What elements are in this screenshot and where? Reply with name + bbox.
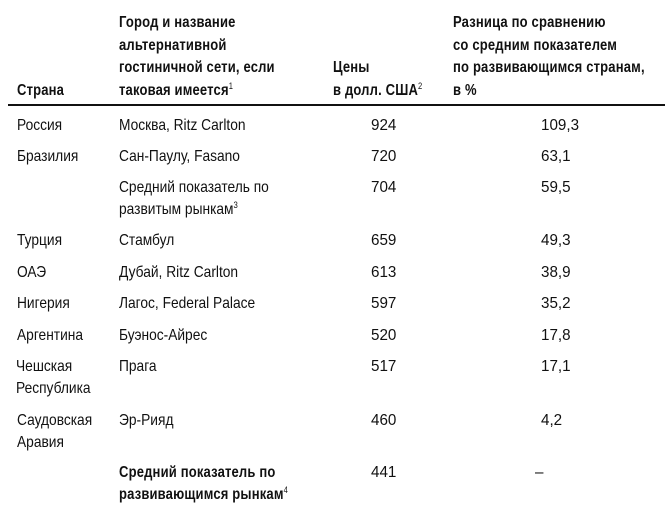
row-4-country <box>17 262 46 284</box>
row-6-country-text: Аргентина <box>17 327 84 344</box>
header-country-text: Страна <box>17 82 65 99</box>
row-3-country-text: Турция <box>17 232 63 249</box>
row-9-diff <box>535 462 543 484</box>
row-1-price-text: 720 <box>371 148 397 165</box>
row-8-city <box>119 410 173 432</box>
row-5-city <box>119 293 255 315</box>
row-8-country-line-2: Аравия <box>17 434 64 451</box>
row-2-price-text: 704 <box>371 179 397 196</box>
row-4-country-text: ОАЭ <box>17 264 47 281</box>
row-1-price <box>371 146 396 168</box>
row-7-city <box>119 356 157 378</box>
row-0-country <box>17 115 62 137</box>
row-9-city-line-2 <box>119 484 288 506</box>
row-2-city-line-2 <box>119 199 269 221</box>
row-9-price <box>371 462 396 484</box>
row-9-city-line-2-text: развивающимся рынкам <box>119 486 284 503</box>
header-price <box>333 57 422 102</box>
header-diff-line-3: по развивающимся странам, <box>453 59 645 76</box>
row-2-diff-text: 59,5 <box>541 179 571 196</box>
row-0-city <box>119 115 246 137</box>
row-3-city <box>119 230 174 252</box>
row-8-country <box>17 410 92 454</box>
row-8-city-text: Эр-Рияд <box>119 412 174 429</box>
row-7-country-line-1: Чешская <box>16 358 73 375</box>
footnote-4: 4 <box>283 485 289 495</box>
row-6-city-text: Буэнос-Айрес <box>119 327 208 344</box>
row-7-price-text: 517 <box>371 358 397 375</box>
row-7-diff <box>541 356 571 378</box>
row-0-price <box>371 115 396 137</box>
row-9-city-line-1: Средний показатель по <box>119 464 276 481</box>
row-1-city <box>119 146 240 168</box>
row-4-price-text: 613 <box>371 264 397 281</box>
row-9-price-text: 441 <box>371 464 397 481</box>
row-6-city <box>119 325 207 347</box>
row-5-country <box>17 293 70 315</box>
row-5-country-text: Нигерия <box>17 295 70 312</box>
row-7-price <box>371 356 396 378</box>
header-diff <box>453 12 645 102</box>
row-2-city-line-2-text: развитым рынкам <box>119 201 234 218</box>
row-0-diff <box>541 115 579 137</box>
footnote-1: 1 <box>228 80 234 91</box>
row-7-country-line-2: Республика <box>16 380 91 397</box>
row-6-diff <box>541 325 571 347</box>
row-8-country-line-1: Саудовская <box>17 412 93 429</box>
header-price-line-1: Цены <box>333 59 370 76</box>
row-1-country-text: Бразилия <box>17 148 79 165</box>
row-7-city-text: Прага <box>119 358 157 375</box>
header-diff-line-2: со средним показателем <box>453 36 618 54</box>
header-diff-line-4: в % <box>453 81 477 99</box>
header-country <box>17 80 64 103</box>
row-4-city-text: Дубай, Ritz Carlton <box>119 264 239 281</box>
row-2-city <box>119 177 269 221</box>
header-city-line-2: альтернативной <box>119 36 227 54</box>
row-2-diff <box>541 177 571 199</box>
row-6-price <box>371 325 396 347</box>
row-0-country-text: Россия <box>17 117 63 134</box>
row-8-diff <box>541 410 562 432</box>
row-0-price-text: 924 <box>371 117 397 134</box>
row-9-city <box>119 462 288 506</box>
header-city-line-4-text: таковая имеется <box>119 81 229 99</box>
row-9-diff-text: – <box>535 464 544 481</box>
header-price-line-2 <box>333 80 422 103</box>
header-city-line-3: гостиничной сети, если <box>119 59 275 76</box>
header-city <box>119 12 275 102</box>
row-2-city-line-1: Средний показатель по <box>119 179 269 196</box>
row-3-price <box>371 230 396 252</box>
row-6-price-text: 520 <box>371 327 397 344</box>
row-1-diff <box>541 146 571 168</box>
row-3-diff <box>541 230 571 252</box>
row-1-city-text: Сан-Паулу, Fasano <box>119 148 240 165</box>
header-rule <box>8 104 665 106</box>
row-3-city-text: Стамбул <box>119 232 175 249</box>
row-0-diff-text: 109,3 <box>541 117 580 134</box>
row-3-diff-text: 49,3 <box>541 232 571 249</box>
row-3-country <box>17 230 62 252</box>
row-8-diff-text: 4,2 <box>541 412 563 429</box>
row-8-price-text: 460 <box>371 412 397 429</box>
row-5-diff-text: 35,2 <box>541 295 571 312</box>
footnote-3: 3 <box>233 200 238 210</box>
header-city-line-1: Город и название <box>119 14 236 31</box>
row-0-city-text: Москва, Ritz Carlton <box>119 117 246 134</box>
row-6-diff-text: 17,8 <box>541 327 571 344</box>
header-diff-line-1: Разница по сравнению <box>453 14 606 31</box>
row-7-diff-text: 17,1 <box>541 358 571 375</box>
row-4-diff <box>541 262 571 284</box>
row-7-country <box>16 356 91 400</box>
row-5-diff <box>541 293 571 315</box>
header-city-line-4 <box>119 80 275 103</box>
row-5-price-text: 597 <box>371 295 397 312</box>
row-3-price-text: 659 <box>371 232 397 249</box>
row-2-price <box>371 177 396 199</box>
footnote-2: 2 <box>418 80 423 91</box>
row-1-diff-text: 63,1 <box>541 148 571 165</box>
row-4-diff-text: 38,9 <box>541 264 571 281</box>
row-5-city-text: Лагос, Federal Palace <box>119 295 256 312</box>
row-4-price <box>371 262 396 284</box>
row-4-city <box>119 262 238 284</box>
row-8-price <box>371 410 396 432</box>
row-5-price <box>371 293 396 315</box>
row-6-country <box>17 325 83 347</box>
header-price-line-2-text: в долл. США <box>333 81 419 99</box>
row-1-country <box>17 146 78 168</box>
